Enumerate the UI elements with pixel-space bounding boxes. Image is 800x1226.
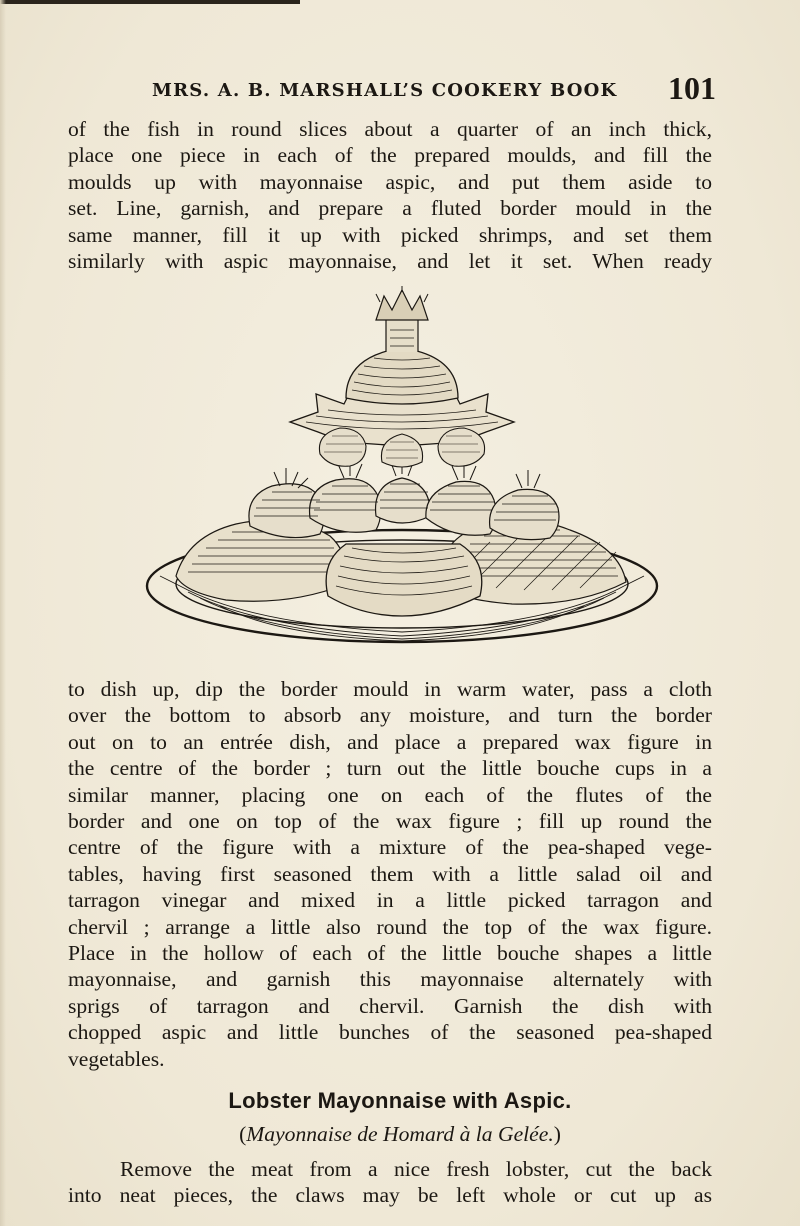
paragraph-bottom [68, 1156, 712, 1209]
text-line: place one piece in each of the prepared moulds, and fill the [68, 143, 712, 168]
recipe-title: Lobster Mayonnaise with Aspic. [228, 1088, 572, 1113]
text-line: of the fish in round slices about a quarter of an inch thick, [68, 117, 712, 141]
paragraph-middle [68, 676, 712, 1072]
dish-illustration [140, 286, 662, 660]
text-line: similar manner, placing one on each of the flutes of the [68, 782, 712, 807]
running-head: MRS. A. B. MARSHALL’S COOKERY BOOK [152, 80, 618, 101]
upper-cup-right [438, 428, 485, 466]
subtitle-french: Mayonnaise de Homard à la Gelée. [246, 1122, 554, 1146]
text-line: chervil ; arrange a little also round the top of the wax figure. [68, 914, 712, 939]
text-line: the centre of the border ; turn out the little bouche cups in a [68, 756, 712, 781]
center-mould [326, 544, 482, 616]
text-line: set. Line, garnish, and prepare a fluted border mould in the [68, 196, 712, 221]
text-line: Place in the hollow of each of the little bouche shapes a little [68, 941, 712, 966]
top-crown [376, 290, 428, 320]
wax-figure-dome [346, 348, 458, 404]
text-line: mayonnaise, and garnish this mayonnaise alternately with [68, 967, 712, 992]
text-line: vegetables. [68, 1046, 165, 1071]
text-line: tables, having first seasoned them with a little salad oil and [68, 861, 712, 886]
text-line: chopped aspic and little bunches of the seasoned pea-shaped [68, 1020, 712, 1045]
text-line: border and one on top of the wax figure ; fill up round the [68, 809, 712, 834]
page-edge-shadow [0, 0, 6, 1226]
top-column [386, 317, 418, 352]
text-line: centre of the figure with a mixture of the pea-shaped vege- [68, 835, 712, 860]
text-line: same manner, fill it up with picked shrimps, and set them [68, 222, 712, 247]
text-line: Remove the meat from a nice fresh lobster, cut the back [120, 1157, 712, 1181]
paragraph-top [68, 116, 712, 274]
text-line: over the bottom to absorb any moisture, and turn the border [68, 703, 712, 728]
text-line: sprigs of tarragon and chervil. Garnish the dish with [68, 993, 712, 1018]
text-line: moulds up with mayonnaise aspic, and put them aside to [68, 169, 712, 194]
subtitle-close-paren: ) [553, 1122, 561, 1146]
text-line: to dish up, dip the border mould in warm water, pass a cloth [68, 677, 712, 701]
text-line: out on to an entrée dish, and place a prepared wax figure in [68, 729, 712, 754]
top-rule [0, 0, 300, 4]
text-line: into neat pieces, the claws may be left whole or cut up as [68, 1183, 712, 1208]
page-number: 101 [668, 70, 716, 106]
recipe-subtitle [0, 1122, 800, 1147]
text-line: tarragon vinegar and mixed in a little picked tarragon and [68, 888, 712, 913]
upper-cup-left [319, 428, 366, 466]
subtitle-open-paren: ( [239, 1122, 247, 1146]
text-line: similarly with aspic mayonnaise, and let it set. When ready [68, 249, 712, 274]
